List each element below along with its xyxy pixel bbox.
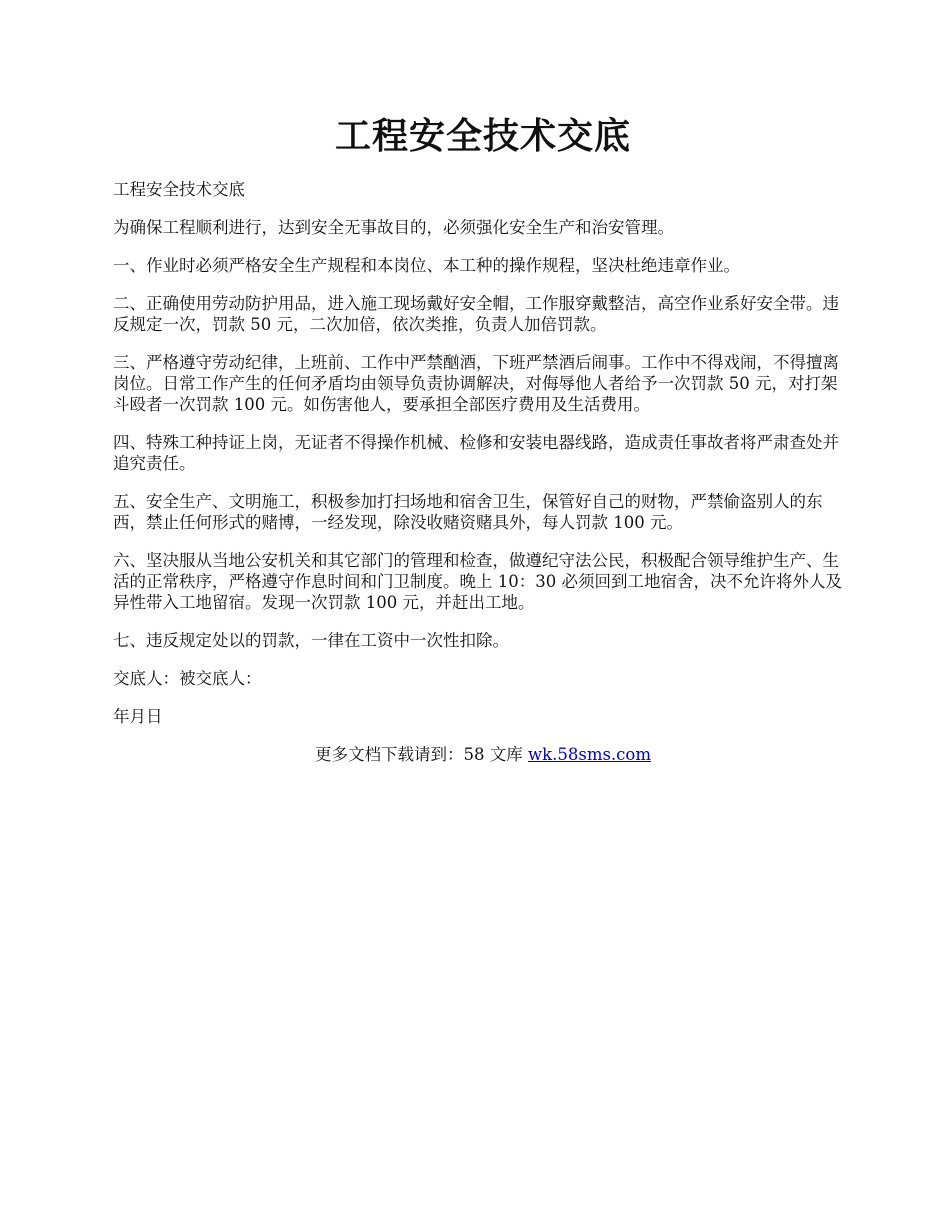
intro-paragraph: 为确保工程顺利进行，达到安全无事故目的，必须强化安全生产和治安管理。 bbox=[113, 218, 674, 237]
rule-4-paragraph: 四、特殊工种持证上岗，无证者不得操作机械、检修和安装电器线路，造成责任事故者将严肃查处并追究责任。 bbox=[113, 433, 839, 473]
footer-prefix: 更多文档下载请到：58 文库 bbox=[314, 745, 528, 764]
footer-link[interactable]: wk.58sms.com bbox=[527, 745, 651, 764]
rule-2-paragraph: 二、正确使用劳动防护用品，进入施工现场戴好安全帽，工作服穿戴整洁，高空作业系好安全带。违反规定一次，罚款 50 元，二次加倍，依次类推，负责人加倍罚款。 bbox=[113, 294, 839, 334]
document-title: 工程安全技术交底 bbox=[334, 115, 631, 157]
download-footer bbox=[113, 744, 853, 765]
rule-6-paragraph: 六、坚决服从当地公安机关和其它部门的管理和检查，做遵纪守法公民，积极配合领导维护生产、生活的正常秩序，严格遵守作息时间和门卫制度。晚上 10：30 必须回到工地宿舍，决不允许将外人及异性带入工地留宿。发现一次罚款 100 元，并赶出工地。 bbox=[113, 551, 842, 612]
document-page bbox=[113, 112, 853, 765]
rule-3-paragraph: 三、严格遵守劳动纪律，上班前、工作中严禁酗酒，下班严禁酒后闹事。工作中不得戏闹，不得擅离岗位。日常工作产生的任何矛盾均由领导负责协调解决，对侮辱他人者给予一次罚款 50 元，对打架斗殴者一次罚款 100 元。如伤害他人，要承担全部医疗费用及生活费用。 bbox=[113, 353, 839, 414]
rule-7-paragraph: 七、违反规定处以的罚款，一律在工资中一次性扣除。 bbox=[113, 631, 509, 650]
signature-line: 交底人：被交底人： bbox=[113, 669, 262, 688]
rule-5-paragraph: 五、安全生产、文明施工，积极参加打扫场地和宿舍卫生，保管好自己的财物，严禁偷盗别人的东西，禁止任何形式的赌博，一经发现，除没收赌资赌具外，每人罚款 100 元。 bbox=[113, 492, 823, 532]
rule-1-paragraph: 一、作业时必须严格安全生产规程和本岗位、本工种的操作规程，坚决杜绝违章作业。 bbox=[113, 256, 740, 275]
subtitle-paragraph: 工程安全技术交底 bbox=[113, 180, 245, 199]
date-line: 年月日 bbox=[113, 707, 163, 726]
